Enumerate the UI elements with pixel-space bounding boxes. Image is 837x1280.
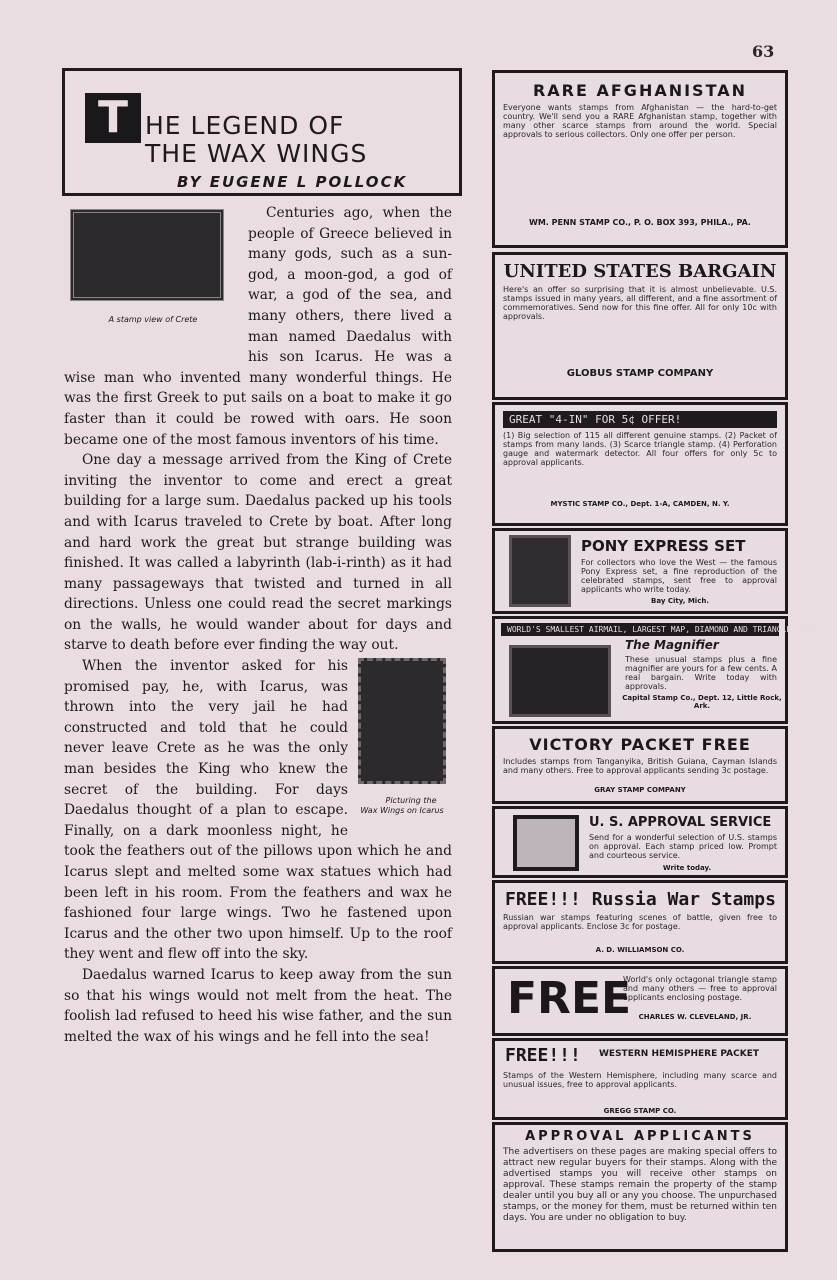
article-paragraph-text: When the inventor asked for his promised pay, he, with Icarus, was thrown into the very jail he had constructed and told that he could never leave Crete as he was the only man besides the King who knew the secret of the building. For days Daedalus thought of a plan to escape. Finally, on a dark moonless night, he took the feathers out of the pillows upon which he and Icarus slept and melted some wax statues which had been left in his room. From the feathers and wax he fashioned four large wings. Two he fastened upon Icarus and the other two upon himself. Up to the roof they went and flew off into the sky. [64,658,452,963]
icarus-stamp-image [358,658,446,784]
article-title-line1: HE LEGEND OF [145,111,345,140]
ad-footer: Bay City, Mich. [651,597,709,605]
ad-approval-applicants [492,1122,788,1252]
page-number: 63 [752,42,775,61]
ad-body: Russian war stamps featuring scenes of battle, given free to approval applicants. Enclose 3c for postage. [503,913,777,931]
ad-title: U. S. APPROVAL SERVICE [589,815,772,830]
ad-body: Includes stamps from Tanganyika, British Guiana, Cayman Islands and many others. Free to approval applicants sending 3c postage. [503,757,777,775]
pony-express-stamp-image [509,535,571,607]
ad-western-hemisphere-packet [492,1038,788,1120]
ad-footer: Capital Stamp Co., Dept. 12, Little Rock, Ark. [622,694,782,710]
article-paragraph: Daedalus warned Icarus to keep away from the sun so that his wings would not melt from the heat. The foolish lad refused to heed his wise father, and the sun melted the wax of his wings and he fell into the sea! [64,966,452,1045]
article-paragraph [64,203,452,450]
ad-us-approval-service [492,806,788,878]
article-paragraph-text: Centuries ago, when the people of Greece believed in many gods, such as a sun-god, a moon-god, a god of war, a god of the sea, and many others, there lived a man named Daedalus with his son Icarus. He was a wise man who invented many wonderful things. He was the first Greek to put sails on a boat to make it go faster than it could be rowed with oars. He soon became one of the most famous inventors of his time. [64,205,452,448]
ad-banner: GREAT "4-IN" FOR 5¢ OFFER! [503,411,777,428]
ad-russia-war-stamps [492,880,788,964]
article-paragraph [64,656,452,965]
ad-pony-express-set [492,528,788,614]
ad-body: Stamps of the Western Hemisphere, including many scarce and unusual issues, free to approval applicants. [503,1071,777,1089]
ad-rare-afghanistan [492,70,788,248]
ad-title: APPROVAL APPLICANTS [525,1129,755,1144]
us-stamp-image [513,815,579,871]
advertisement-column [492,70,821,1252]
ad-footer: Write today. [662,864,712,872]
ad-footer: A. D. WILLIAMSON CO. [595,946,685,954]
drop-cap-initial: T [85,93,141,143]
ad-united-states-bargain [492,252,788,400]
crete-stamp-figure [64,205,242,353]
ad-title: RARE AFGHANISTAN [532,81,748,100]
ad-body: For collectors who love the West — the famous Pony Express set, a fine reproduction of the celebrated stamps, sent free to approval applicants who write today. [581,558,777,594]
article-body [64,203,452,1047]
ad-footer: MYSTIC STAMP CO., Dept. 1-A, CAMDEN, N. Y. [550,500,730,508]
airmail-stamps-image [509,645,611,717]
icarus-stamp-caption: Picturing the Wax Wings on Icarus [360,796,444,816]
ad-great-4-in-offer [492,402,788,526]
ad-body: (1) Big selection of 115 all different genuine stamps. (2) Packet of stamps from many lands. (3) Scarce triangle stamp. (4) Perforation gauge and watermark detector. All four offers for only 5c to approval applicants. [503,431,777,467]
article-title-line2: THE WAX WINGS [145,139,368,168]
ad-title: FREE!!! Russia War Stamps [505,889,776,910]
ad-worlds-smallest-airmail [492,616,821,724]
ad-footer: GLOBUS STAMP COMPANY [566,368,714,379]
article-paragraph: One day a message arrived from the King of Crete inviting the inventor to come and erect a great building for a large sum. Daedalus packed up his tools and with Icarus traveled to Crete by boat. After long and hard work the great but strange building was finished. It was called a labyrinth (lab-i-rinth) as it had many passageways that twisted and turned in all directions. Unless one could read the secret markings on the walls, he would wander about for days and starve to death before ever finding the way out. [64,452,452,654]
ad-title: UNITED STATES BARGAIN [503,261,777,282]
ad-footer: GREGG STAMP CO. [603,1107,677,1115]
ad-body: These unusual stamps plus a fine magnifier are yours for a few cents. A real bargain. Write today with approvals. [625,655,777,691]
icarus-stamp-figure [354,658,452,834]
article-byline: BY EUGENE L POLLOCK [177,173,408,191]
ad-victory-packet-free [492,726,788,804]
ad-subtitle: WESTERN HEMISPHERE PACKET [599,1049,759,1059]
ad-footer: CHARLES W. CLEVELAND, JR. [638,1013,752,1021]
ad-body: Everyone wants stamps from Afghanistan — the hard-to-get country. We'll send you a RARE Afghanistan stamp, together with many other scarce stamps from around the world. Special approvals to serious collectors. Only one offer per person. [503,103,777,139]
crete-stamp-caption: A stamp view of Crete [108,315,198,324]
article-title-box [62,68,462,196]
crete-stamp-image [70,209,224,301]
ad-banner: WORLD'S SMALLEST AIRMAIL, LARGEST MAP, DIAMOND AND TRIANGLE STAMP [501,623,779,636]
ad-free-octagonal [492,966,788,1036]
ad-body: Here's an offer so surprising that it is almost unbelievable. U.S. stamps issued in many years, all different, and a fine assortment of commemoratives. Send now for this fine offer. All for only 10c with approvals. [503,285,777,321]
ad-title: VICTORY PACKET FREE [529,735,751,754]
ad-title: PONY EXPRESS SET [581,537,746,555]
ad-footer: GRAY STAMP COMPANY [594,786,686,794]
ad-footer: WM. PENN STAMP CO., P. O. BOX 393, PHILA., PA. [529,218,751,227]
ad-title: FREE!!! [505,1045,581,1066]
ad-body: World's only octagonal triangle stamp and many others — free to approval applicants enclosing postage. [623,975,777,1002]
magnifier-caption: The Magnifier [625,638,719,652]
ad-body: Send for a wonderful selection of U.S. stamps on approval. Each stamp priced low. Prompt and courteous service. [589,833,777,860]
ad-title: FREE [507,973,632,1024]
ad-body: The advertisers on these pages are making special offers to attract new regular buyers for their stamps. Along with the advertised stamps you will receive other stamps on approval. These stamps remain the property of the stamp dealer until you buy all or any you choose. The unpurchased stamps, or the money for them, must be returned within ten days. You are under no obligation to buy. [503,1147,777,1223]
